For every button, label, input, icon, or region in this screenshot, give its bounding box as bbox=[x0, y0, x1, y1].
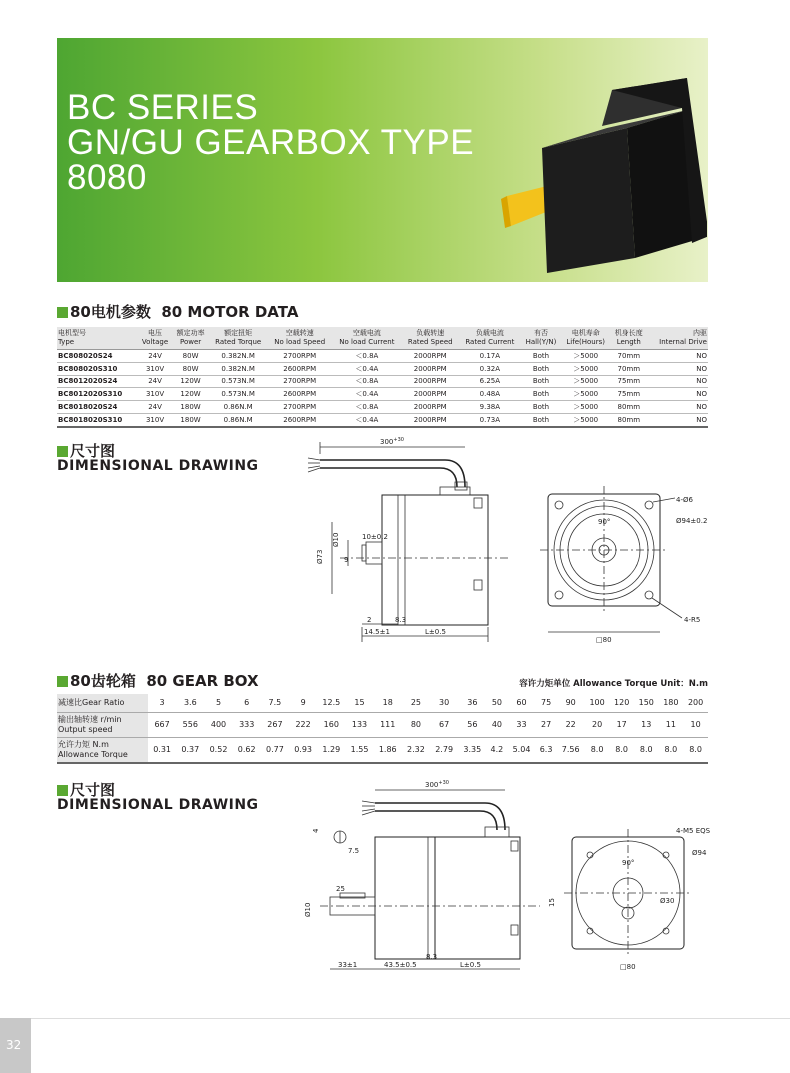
table-cell: BC8012020S24 bbox=[57, 375, 138, 388]
table-cell: 0.573N.M bbox=[209, 388, 268, 401]
motor-col-header: 空载转速 No load Speed bbox=[267, 327, 332, 350]
motor-col-header: 额定扭矩 Rated Torque bbox=[209, 327, 268, 350]
pcd-dim: Ø94±0.2 bbox=[676, 517, 708, 525]
gearbox-heading bbox=[57, 670, 259, 691]
gear-cell: 8.0 bbox=[634, 737, 659, 763]
gear-cell: 3.6 bbox=[176, 694, 204, 712]
key-height-dim: 9 bbox=[344, 556, 349, 564]
gear-cell: 13 bbox=[634, 712, 659, 737]
gear-cell: 18 bbox=[374, 694, 402, 712]
shaft-diameter-dim-2: Ø10 bbox=[304, 902, 312, 917]
gear-cell: 56 bbox=[458, 712, 486, 737]
flange-dim: 8.3 bbox=[395, 616, 407, 624]
header-banner bbox=[57, 38, 708, 282]
gear-cell: 200 bbox=[683, 694, 708, 712]
title-line-1: BC SERIES bbox=[67, 88, 259, 127]
table-cell: 80mm bbox=[610, 413, 647, 426]
gear-cell: 0.93 bbox=[289, 737, 317, 763]
table-cell: 2600RPM bbox=[267, 388, 332, 401]
shaft-length-dim-2: 33±1 bbox=[338, 961, 358, 969]
gear-cell: 30 bbox=[430, 694, 458, 712]
table-cell: 2000RPM bbox=[402, 388, 459, 401]
page-number-tab bbox=[0, 1018, 31, 1073]
table-cell: BC8018020S24 bbox=[57, 401, 138, 414]
table-cell: ＜0.4A bbox=[332, 413, 402, 426]
gear-cell: 4.2 bbox=[486, 737, 507, 763]
gearbox-table bbox=[57, 694, 708, 764]
gear-cell: 133 bbox=[345, 712, 373, 737]
gear-cell: 3.35 bbox=[458, 737, 486, 763]
table-cell: ＞5000 bbox=[561, 362, 611, 375]
gear-cell: 180 bbox=[659, 694, 684, 712]
mount-holes-dim: 4-Ø6 bbox=[676, 496, 693, 504]
table-cell: ＞5000 bbox=[561, 388, 611, 401]
allowance-torque-unit: 容许力矩单位 Allowance Torque Unit：N.m bbox=[519, 679, 708, 689]
gear-cell: 0.62 bbox=[233, 737, 261, 763]
gear-cell: 11 bbox=[659, 712, 684, 737]
key-length-dim-2: 25 bbox=[336, 885, 345, 893]
table-cell: NO bbox=[647, 350, 708, 363]
table-cell: 80W bbox=[172, 350, 209, 363]
allowance-torque-label: 允许力矩 N.m Allowance Torque bbox=[57, 737, 148, 763]
table-row bbox=[57, 388, 708, 401]
gear-cell: 60 bbox=[507, 694, 535, 712]
gear-cell: 400 bbox=[204, 712, 232, 737]
table-cell: 2700RPM bbox=[267, 350, 332, 363]
footer-rule bbox=[31, 1018, 790, 1019]
table-cell: NO bbox=[647, 362, 708, 375]
gear-cell: 222 bbox=[289, 712, 317, 737]
table-cell: Both bbox=[521, 401, 561, 414]
gear-cell: 8.0 bbox=[609, 737, 634, 763]
gear-cell: 9 bbox=[289, 694, 317, 712]
table-cell: 120W bbox=[172, 388, 209, 401]
table-cell: 0.17A bbox=[459, 350, 521, 363]
motor-heading-en: 80 MOTOR DATA bbox=[161, 303, 299, 321]
gear-length-dim: 43.5±0.5 bbox=[384, 961, 417, 969]
table-cell: 80W bbox=[172, 362, 209, 375]
table-cell: Both bbox=[521, 375, 561, 388]
gear-heading-en: 80 GEAR BOX bbox=[146, 672, 259, 690]
table-cell: 24V bbox=[138, 375, 172, 388]
gear-cell: 8.0 bbox=[659, 737, 684, 763]
shaft-offset-dim: 15 bbox=[548, 898, 556, 907]
gearbox-dimensional-drawing bbox=[300, 775, 720, 975]
gear-cell: 17 bbox=[609, 712, 634, 737]
gear-cell: 160 bbox=[317, 712, 345, 737]
table-cell: 0.86N.M bbox=[209, 413, 268, 426]
table-cell: 0.86N.M bbox=[209, 401, 268, 414]
key-width-dim: 4 bbox=[312, 828, 320, 833]
table-row bbox=[57, 362, 708, 375]
gear-cell: 8.0 bbox=[585, 737, 610, 763]
gear-cell: 100 bbox=[585, 694, 610, 712]
table-cell: 310V bbox=[138, 362, 172, 375]
table-cell: 80mm bbox=[610, 401, 647, 414]
green-square-icon bbox=[57, 307, 68, 318]
gear-cell: 6 bbox=[233, 694, 261, 712]
green-square-icon bbox=[57, 676, 68, 687]
table-cell: NO bbox=[647, 375, 708, 388]
table-cell: 24V bbox=[138, 401, 172, 414]
gear-cell: 10 bbox=[683, 712, 708, 737]
gear-heading-cn: 80齿轮箱 bbox=[70, 672, 136, 690]
table-row bbox=[57, 375, 708, 388]
motor-col-header: 电机型号 Type bbox=[57, 327, 138, 350]
table-cell: 2600RPM bbox=[267, 413, 332, 426]
gear-cell: 111 bbox=[374, 712, 402, 737]
table-cell: 180W bbox=[172, 401, 209, 414]
gear-cell: 3 bbox=[148, 694, 176, 712]
table-cell: ＞5000 bbox=[561, 375, 611, 388]
gear-cell: 8.0 bbox=[683, 737, 708, 763]
table-cell: 70mm bbox=[610, 362, 647, 375]
dim1-heading-cn: 尺寸图 bbox=[70, 442, 116, 460]
gear-cell: 15 bbox=[345, 694, 373, 712]
table-cell: ＞5000 bbox=[561, 401, 611, 414]
key-length-dim: 10±0.2 bbox=[362, 533, 388, 541]
motor-col-header: 空载电流 No load Current bbox=[332, 327, 402, 350]
gear-cell: 0.52 bbox=[204, 737, 232, 763]
gear-cell: 6.3 bbox=[536, 737, 557, 763]
gear-cell: 0.37 bbox=[176, 737, 204, 763]
gear-cell: 22 bbox=[557, 712, 585, 737]
table-cell: 120W bbox=[172, 375, 209, 388]
gear-cell: 667 bbox=[148, 712, 176, 737]
banner-title bbox=[67, 90, 474, 195]
gear-cell: 27 bbox=[536, 712, 557, 737]
gear-cell: 7.5 bbox=[261, 694, 289, 712]
gear-cell: 75 bbox=[536, 694, 557, 712]
table-cell: BC8012020S310 bbox=[57, 388, 138, 401]
gear-cell: 50 bbox=[486, 694, 507, 712]
table-cell: 2000RPM bbox=[402, 350, 459, 363]
corner-radius-dim: 4-R5 bbox=[684, 616, 701, 624]
table-cell: Both bbox=[521, 413, 561, 426]
title-line-3: 8080 bbox=[67, 158, 147, 197]
table-cell: 2700RPM bbox=[267, 401, 332, 414]
table-cell: 70mm bbox=[610, 350, 647, 363]
gear-cell: 2.32 bbox=[402, 737, 430, 763]
motor-col-header: 机身长度 Length bbox=[610, 327, 647, 350]
square-dim: □80 bbox=[596, 636, 612, 644]
table-cell: ＞5000 bbox=[561, 350, 611, 363]
pcd-dim-2: Ø94 bbox=[692, 849, 707, 857]
gear-cell: 20 bbox=[585, 712, 610, 737]
gear-cell: 0.77 bbox=[261, 737, 289, 763]
table-cell: 2700RPM bbox=[267, 375, 332, 388]
gear-cell: 12.5 bbox=[317, 694, 345, 712]
table-row bbox=[57, 350, 708, 363]
body-length-dim: L±0.5 bbox=[425, 628, 446, 636]
gear-cell: 90 bbox=[557, 694, 585, 712]
gear-cell: 33 bbox=[507, 712, 535, 737]
table-cell: 75mm bbox=[610, 375, 647, 388]
shaft-length-dim: 14.5±1 bbox=[364, 628, 390, 636]
table-cell: 2000RPM bbox=[402, 375, 459, 388]
gear-cell: 333 bbox=[233, 712, 261, 737]
table-cell: BC808020S310 bbox=[57, 362, 138, 375]
table-cell: ＜0.8A bbox=[332, 350, 402, 363]
table-cell: NO bbox=[647, 413, 708, 426]
title-line-2: GN/GU GEARBOX TYPE bbox=[67, 123, 475, 162]
table-row bbox=[57, 413, 708, 426]
motor-col-header: 有否 Hall(Y/N) bbox=[521, 327, 561, 350]
page-number: 32 bbox=[6, 1038, 22, 1052]
motor-col-header: 电机寿命 Life(Hours) bbox=[561, 327, 611, 350]
table-cell: 9.38A bbox=[459, 401, 521, 414]
dim2-heading-cn: 尺寸图 bbox=[70, 781, 116, 799]
gear-cell: 80 bbox=[402, 712, 430, 737]
gear-cell: 7.56 bbox=[557, 737, 585, 763]
table-cell: BC808020S24 bbox=[57, 350, 138, 363]
table-cell: 2000RPM bbox=[402, 413, 459, 426]
gear-ratio-label: 减速比Gear Ratio bbox=[57, 694, 148, 712]
dim2-heading-en: DIMENSIONAL DRAWING bbox=[57, 797, 259, 813]
table-cell: 24V bbox=[138, 350, 172, 363]
table-cell: ＜0.4A bbox=[332, 388, 402, 401]
gear-cell: 67 bbox=[430, 712, 458, 737]
table-cell: 0.573N.M bbox=[209, 375, 268, 388]
table-cell: 75mm bbox=[610, 388, 647, 401]
shaft-diameter-dim: Ø10 bbox=[332, 532, 340, 547]
gear-cell: 1.86 bbox=[374, 737, 402, 763]
cable-length-dim: $300^{+30}$ bbox=[380, 437, 404, 446]
motor-col-header: 电压 Voltage bbox=[138, 327, 172, 350]
gear-cell: 0.31 bbox=[148, 737, 176, 763]
gear-cell: 2.79 bbox=[430, 737, 458, 763]
gear-cell: 1.29 bbox=[317, 737, 345, 763]
motor-heading-cn: 80电机参数 bbox=[70, 303, 151, 321]
table-cell: ＜0.4A bbox=[332, 362, 402, 375]
output-speed-label: 输出轴转速 r/min Output speed bbox=[57, 712, 148, 737]
cable-length-dim-2: $300^{+30}$ bbox=[425, 780, 449, 789]
table-row bbox=[57, 401, 708, 414]
motor-data-table bbox=[57, 327, 708, 428]
table-cell: 0.73A bbox=[459, 413, 521, 426]
key-height-dim-2: 7.5 bbox=[348, 847, 360, 855]
square-dim-2: □80 bbox=[620, 963, 636, 971]
gear-cell: 120 bbox=[609, 694, 634, 712]
gear-cell: 5.04 bbox=[507, 737, 535, 763]
mount-holes-dim-2: 4-M5 EQS bbox=[676, 827, 711, 835]
gear-cell: 556 bbox=[176, 712, 204, 737]
table-cell: 310V bbox=[138, 413, 172, 426]
table-cell: 0.382N.M bbox=[209, 350, 268, 363]
gear-cell: 1.55 bbox=[345, 737, 373, 763]
table-cell: 2600RPM bbox=[267, 362, 332, 375]
body-length-dim-2: L±0.5 bbox=[460, 961, 481, 969]
gear-cell: 150 bbox=[634, 694, 659, 712]
motor-col-header: 内驱 Internal Drive bbox=[647, 327, 708, 350]
table-cell: BC8018020S310 bbox=[57, 413, 138, 426]
hole-angle-dim: 90° bbox=[598, 518, 611, 526]
motor-col-header: 额定功率 Power bbox=[172, 327, 209, 350]
table-cell: Both bbox=[521, 362, 561, 375]
pilot-diameter-dim: Ø73 bbox=[316, 549, 324, 564]
gear-cell: 25 bbox=[402, 694, 430, 712]
green-square-icon bbox=[57, 785, 68, 796]
motor-dimensional-drawing bbox=[300, 432, 720, 647]
gearmotor-photo bbox=[447, 78, 707, 278]
table-cell: 0.48A bbox=[459, 388, 521, 401]
table-cell: ＜0.8A bbox=[332, 375, 402, 388]
table-cell: NO bbox=[647, 388, 708, 401]
hole-angle-dim-2: 90° bbox=[622, 859, 635, 867]
gear-cell: 36 bbox=[458, 694, 486, 712]
table-cell: 0.32A bbox=[459, 362, 521, 375]
table-cell: 310V bbox=[138, 388, 172, 401]
table-cell: 180W bbox=[172, 413, 209, 426]
motor-col-header: 负载转速 Rated Speed bbox=[402, 327, 459, 350]
table-cell: 2000RPM bbox=[402, 401, 459, 414]
table-cell: 0.382N.M bbox=[209, 362, 268, 375]
dim1-heading-en: DIMENSIONAL DRAWING bbox=[57, 458, 259, 474]
gear-cell: 40 bbox=[486, 712, 507, 737]
table-cell: Both bbox=[521, 350, 561, 363]
table-cell: 2000RPM bbox=[402, 362, 459, 375]
table-cell: ＞5000 bbox=[561, 413, 611, 426]
boss-dim: Ø30 bbox=[660, 897, 675, 905]
gear-cell: 267 bbox=[261, 712, 289, 737]
gear-cell: 5 bbox=[204, 694, 232, 712]
table-cell: NO bbox=[647, 401, 708, 414]
table-cell: Both bbox=[521, 388, 561, 401]
table-cell: 6.25A bbox=[459, 375, 521, 388]
motor-data-heading bbox=[57, 301, 298, 322]
green-square-icon bbox=[57, 446, 68, 457]
table-cell: ＜0.8A bbox=[332, 401, 402, 414]
motor-col-header: 负载电流 Rated Current bbox=[459, 327, 521, 350]
flange-dim-2: 8.3 bbox=[426, 953, 438, 961]
step-dim: 2 bbox=[367, 616, 372, 624]
